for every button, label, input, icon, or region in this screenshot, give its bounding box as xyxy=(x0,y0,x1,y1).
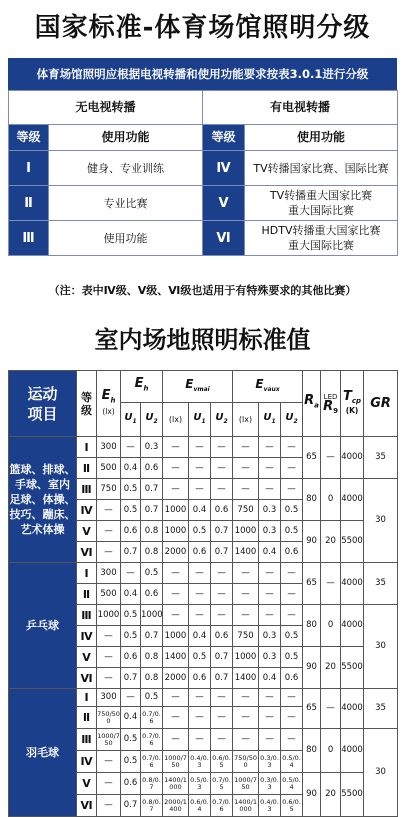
value-cell: 0.5 xyxy=(281,626,303,647)
value-cell: — xyxy=(121,437,141,458)
value-cell: 1400/1000 xyxy=(233,795,259,817)
value-cell: 500 xyxy=(97,584,121,605)
value-cell: 0.3 xyxy=(259,626,281,647)
value-cell: — xyxy=(281,437,303,458)
grade-cell: Ⅴ xyxy=(77,521,97,542)
value-cell: 0.4 xyxy=(121,707,141,729)
value-cell: — xyxy=(121,563,141,584)
value-cell: 0.5/0.4 xyxy=(281,751,303,773)
ra-cell: 80 xyxy=(303,479,321,521)
gr-cell: 35 xyxy=(364,689,398,729)
value-cell: 0.5 xyxy=(189,647,211,668)
u2-header: $U_2$ xyxy=(141,403,163,437)
evmai-header: $E_{vmai}$ xyxy=(163,371,233,403)
u2-header: $U_2$ xyxy=(281,403,303,437)
ra-cell: 65 xyxy=(303,437,321,479)
table-row xyxy=(9,437,398,458)
value-cell: 0.3/0.3 xyxy=(259,773,281,795)
u1-header: $U_1$ xyxy=(121,403,141,437)
table-row xyxy=(9,689,398,707)
value-cell: 750/500 xyxy=(233,751,259,773)
r9-cell: 20 xyxy=(321,521,341,563)
ra-cell: 90 xyxy=(303,521,321,563)
value-cell: 0.3 xyxy=(259,521,281,542)
value-cell: 0.6 xyxy=(189,542,211,563)
value-cell: 0.5 xyxy=(121,626,141,647)
value-cell: 0.5 xyxy=(281,521,303,542)
value-cell: 2000 xyxy=(163,668,189,689)
value-cell: 0.3/0.3 xyxy=(259,751,281,773)
r9-cell: 20 xyxy=(321,773,341,817)
value-cell: — xyxy=(211,605,233,626)
value-cell: 0.7 xyxy=(141,500,163,521)
value-cell: 0.4 xyxy=(121,458,141,479)
value-cell: 1000 xyxy=(97,605,121,626)
value-cell: 0.7 xyxy=(141,626,163,647)
tcp-cell: 4000 xyxy=(341,729,364,773)
value-cell: 0.5 xyxy=(281,647,303,668)
value-cell: 0.6 xyxy=(281,668,303,689)
value-cell: 0.7/0.6 xyxy=(141,751,163,773)
value-cell: — xyxy=(189,729,211,751)
value-cell: 300 xyxy=(97,563,121,584)
evmai-lx-header: (lx) xyxy=(163,403,189,437)
value-cell: — xyxy=(163,479,189,500)
value-cell: 0.5 xyxy=(121,500,141,521)
ra-cell: 80 xyxy=(303,729,321,773)
value-cell: — xyxy=(233,563,259,584)
value-cell: 0.4 xyxy=(259,542,281,563)
value-cell: 0.3 xyxy=(141,437,163,458)
value-cell: — xyxy=(259,605,281,626)
value-cell: 0.7/0.5 xyxy=(211,773,233,795)
value-cell: 0.4 xyxy=(189,500,211,521)
ra-cell: 90 xyxy=(303,773,321,817)
value-cell: 0.7/0.6 xyxy=(141,707,163,729)
value-cell: 1400 xyxy=(233,542,259,563)
value-cell: — xyxy=(281,563,303,584)
grade-cell: Ⅰ xyxy=(77,563,97,584)
value-cell: 750 xyxy=(233,626,259,647)
value-cell: — xyxy=(163,584,189,605)
value-cell: — xyxy=(211,584,233,605)
value-cell: — xyxy=(259,479,281,500)
function-cell: HDTV转播重大国家比赛 重大国际比赛 xyxy=(245,221,398,256)
ra-header: $R_a$ xyxy=(303,371,321,437)
value-cell: 0.7 xyxy=(211,647,233,668)
value-cell: 0.6 xyxy=(121,521,141,542)
value-cell: 0.5/0.3 xyxy=(189,773,211,795)
value-cell: 0.6/0.4 xyxy=(189,795,211,817)
grade-cell: Ⅵ xyxy=(77,542,97,563)
value-cell: — xyxy=(259,707,281,729)
eh-header: $E_h$ (lx) xyxy=(97,371,121,437)
table-note: （注：表中Ⅳ级、Ⅴ级、Ⅵ级也适用于有特殊要求的其他比赛） xyxy=(48,284,357,297)
tcp-cell: 4000 xyxy=(341,437,364,479)
value-cell: — xyxy=(259,563,281,584)
value-cell: — xyxy=(97,500,121,521)
section-title: 室内场地照明标准值 xyxy=(94,326,311,354)
value-cell: — xyxy=(163,458,189,479)
value-cell: — xyxy=(97,542,121,563)
grade-header: 等 级 xyxy=(77,371,97,437)
value-cell: 1400 xyxy=(233,668,259,689)
grade-cell: Ⅱ xyxy=(9,186,49,221)
value-cell: 0.5 xyxy=(121,729,141,751)
gr-cell: 30 xyxy=(364,479,398,563)
value-cell: 1400/1000 xyxy=(163,773,189,795)
value-cell: — xyxy=(189,584,211,605)
value-cell: — xyxy=(189,458,211,479)
value-cell: 0.5 xyxy=(121,605,141,626)
evaux-lx-header: (lx) xyxy=(233,403,259,437)
value-cell: — xyxy=(233,729,259,751)
value-cell: 0.7/0.6 xyxy=(211,795,233,817)
value-cell: — xyxy=(281,729,303,751)
grade-cell: Ⅲ xyxy=(77,729,97,751)
tcp-cell: 5500 xyxy=(341,773,364,817)
value-cell: 0.6 xyxy=(211,626,233,647)
value-cell: — xyxy=(189,689,211,707)
value-cell: 0.6 xyxy=(121,647,141,668)
function-cell: TV转播国家比赛、国际比赛 xyxy=(245,151,398,186)
value-cell: — xyxy=(189,437,211,458)
value-cell: — xyxy=(233,605,259,626)
function-cell: 使用功能 xyxy=(49,221,203,256)
u1-header: $U_1$ xyxy=(259,403,281,437)
grade-cell: Ⅳ xyxy=(77,751,97,773)
r9-cell: 20 xyxy=(321,647,341,689)
value-cell: — xyxy=(121,689,141,707)
u1-header: $U_1$ xyxy=(189,403,211,437)
value-cell: — xyxy=(233,479,259,500)
led-r9-header: LED $R_9$ xyxy=(321,371,341,437)
eh-uniformity-header: $E_h$ xyxy=(121,371,163,403)
value-cell: 0.4 xyxy=(259,668,281,689)
u2-header: $U_2$ xyxy=(211,403,233,437)
value-cell: 1000 xyxy=(163,500,189,521)
value-cell: — xyxy=(97,795,121,817)
value-cell: — xyxy=(233,458,259,479)
value-cell: 0.6 xyxy=(141,584,163,605)
r9-cell: 0 xyxy=(321,605,341,647)
grade-cell: Ⅴ xyxy=(77,773,97,795)
value-cell: — xyxy=(163,563,189,584)
function-col-header: 使用功能 xyxy=(49,125,203,151)
ra-cell: 80 xyxy=(303,605,321,647)
value-cell: 0.6 xyxy=(211,500,233,521)
value-cell: 1000/750 xyxy=(163,751,189,773)
value-cell: — xyxy=(163,729,189,751)
value-cell: — xyxy=(233,584,259,605)
grade-cell: Ⅳ xyxy=(77,626,97,647)
function-cell: 健身、专业训练 xyxy=(49,151,203,186)
grading-table xyxy=(8,90,398,256)
grade-col-header: 等级 xyxy=(203,125,245,151)
grade-cell: Ⅵ xyxy=(77,795,97,817)
grade-col-header: 等级 xyxy=(9,125,49,151)
value-cell: 0.4/0.3 xyxy=(259,795,281,817)
gr-header: GR xyxy=(364,371,398,437)
value-cell: 0.8 xyxy=(141,668,163,689)
grading-banner: 体育场馆照明应根据电视转播和使用功能要求按表3.0.1进行分级 xyxy=(8,58,397,90)
value-cell: 0.5 xyxy=(189,521,211,542)
value-cell: 1000 xyxy=(141,605,163,626)
grade-cell: Ⅳ xyxy=(77,500,97,521)
value-cell: 1000 xyxy=(163,626,189,647)
value-cell: 0.6/0.5 xyxy=(211,751,233,773)
r9-cell: — xyxy=(321,689,341,729)
gr-cell: 30 xyxy=(364,729,398,817)
value-cell: 0.7 xyxy=(121,542,141,563)
tcp-cell: 4000 xyxy=(341,479,364,521)
value-cell: 0.6 xyxy=(189,668,211,689)
value-cell: 1000 xyxy=(163,521,189,542)
indoor-lighting-standards-table xyxy=(8,370,398,817)
grade-cell: Ⅴ xyxy=(203,186,245,221)
value-cell: — xyxy=(189,479,211,500)
function-cell: 专业比赛 xyxy=(49,186,203,221)
grade-cell: Ⅴ xyxy=(77,647,97,668)
value-cell: 0.7 xyxy=(211,521,233,542)
value-cell: 1000/750 xyxy=(97,729,121,751)
value-cell: 0.8 xyxy=(141,521,163,542)
value-cell: 0.4 xyxy=(189,626,211,647)
value-cell: — xyxy=(211,479,233,500)
value-cell: 500 xyxy=(97,458,121,479)
grade-cell: Ⅰ xyxy=(9,151,49,186)
value-cell: — xyxy=(281,458,303,479)
value-cell: — xyxy=(97,751,121,773)
grade-cell: Ⅲ xyxy=(77,605,97,626)
value-cell: — xyxy=(233,689,259,707)
ra-cell: 90 xyxy=(303,647,321,689)
r9-cell: 0 xyxy=(321,729,341,773)
value-cell: 0.5 xyxy=(141,563,163,584)
grade-cell: Ⅱ xyxy=(77,707,97,729)
value-cell: — xyxy=(211,707,233,729)
evaux-header: $E_{vaux}$ xyxy=(233,371,303,403)
gr-cell: 35 xyxy=(364,437,398,479)
grade-cell: Ⅲ xyxy=(77,479,97,500)
value-cell: — xyxy=(189,605,211,626)
ra-cell: 65 xyxy=(303,563,321,605)
function-cell: TV转播重大国家比赛 重大国际比赛 xyxy=(245,186,398,221)
tcp-cell: 5500 xyxy=(341,647,364,689)
value-cell: — xyxy=(189,707,211,729)
value-cell: 0.5 xyxy=(141,689,163,707)
value-cell: — xyxy=(97,773,121,795)
grade-cell: Ⅱ xyxy=(77,458,97,479)
tcp-cell: 5500 xyxy=(341,521,364,563)
table-row xyxy=(9,563,398,584)
value-cell: — xyxy=(211,563,233,584)
value-cell: — xyxy=(211,437,233,458)
no-tv-header: 无电视转播 xyxy=(9,91,203,125)
value-cell: — xyxy=(259,584,281,605)
value-cell: 0.3 xyxy=(259,500,281,521)
sport-name-cell: 乒乓球 xyxy=(9,563,77,689)
value-cell: 0.8 xyxy=(141,647,163,668)
gr-cell: 35 xyxy=(364,563,398,605)
sport-header: 运动 项目 xyxy=(9,371,77,437)
value-cell: 0.4/0.3 xyxy=(189,751,211,773)
value-cell: 0.5 xyxy=(281,500,303,521)
tcp-cell: 4000 xyxy=(341,563,364,605)
value-cell: 0.5 xyxy=(121,479,141,500)
value-cell: 750 xyxy=(233,500,259,521)
value-cell: 0.7 xyxy=(141,479,163,500)
value-cell: 0.5 xyxy=(121,751,141,773)
r9-cell: — xyxy=(321,437,341,479)
tcp-cell: 4000 xyxy=(341,689,364,729)
value-cell: 750/500 xyxy=(97,707,121,729)
with-tv-header: 有电视转播 xyxy=(203,91,398,125)
sport-name-cell: 羽毛球 xyxy=(9,689,77,817)
function-col-header: 使用功能 xyxy=(245,125,398,151)
value-cell: 0.7 xyxy=(211,542,233,563)
tcp-cell: 4000 xyxy=(341,605,364,647)
value-cell: 1000/750 xyxy=(233,773,259,795)
sport-name-cell: 篮球、排球、 手球、室内 足球、体操、 技巧、蹦床、 艺术体操 xyxy=(9,437,77,563)
value-cell: — xyxy=(233,437,259,458)
value-cell: — xyxy=(163,605,189,626)
value-cell: 0.6 xyxy=(281,542,303,563)
grade-cell: Ⅲ xyxy=(9,221,49,256)
value-cell: — xyxy=(259,689,281,707)
value-cell: — xyxy=(163,707,189,729)
grade-cell: Ⅵ xyxy=(77,668,97,689)
value-cell: — xyxy=(259,437,281,458)
value-cell: 2000 xyxy=(163,542,189,563)
value-cell: — xyxy=(281,689,303,707)
value-cell: 300 xyxy=(97,437,121,458)
value-cell: 0.5/0.4 xyxy=(281,773,303,795)
gr-cell: 30 xyxy=(364,605,398,689)
value-cell: — xyxy=(233,707,259,729)
value-cell: 0.6/0.5 xyxy=(281,795,303,817)
value-cell: 1000 xyxy=(233,521,259,542)
r9-cell: 0 xyxy=(321,479,341,521)
value-cell: — xyxy=(97,647,121,668)
grade-cell: Ⅱ xyxy=(77,584,97,605)
value-cell: 0.4 xyxy=(121,584,141,605)
value-cell: 1000 xyxy=(233,647,259,668)
value-cell: — xyxy=(163,689,189,707)
value-cell: 750 xyxy=(97,479,121,500)
page-title: 国家标准-体育场馆照明分级 xyxy=(34,13,371,43)
value-cell: — xyxy=(97,521,121,542)
value-cell: 0.6 xyxy=(121,773,141,795)
value-cell: — xyxy=(281,584,303,605)
value-cell: 300 xyxy=(97,689,121,707)
grade-cell: Ⅵ xyxy=(203,221,245,256)
value-cell: 2000/1400 xyxy=(163,795,189,817)
grade-cell: Ⅳ xyxy=(203,151,245,186)
value-cell: 0.7/0.6 xyxy=(141,729,163,751)
value-cell: — xyxy=(211,689,233,707)
value-cell: — xyxy=(211,458,233,479)
grade-cell: Ⅰ xyxy=(77,437,97,458)
value-cell: — xyxy=(97,626,121,647)
value-cell: — xyxy=(163,437,189,458)
value-cell: — xyxy=(259,458,281,479)
grade-cell: Ⅰ xyxy=(77,689,97,707)
value-cell: 0.3 xyxy=(259,647,281,668)
value-cell: 1400 xyxy=(163,647,189,668)
value-cell: 0.7 xyxy=(121,668,141,689)
value-cell: — xyxy=(97,668,121,689)
r9-cell: — xyxy=(321,563,341,605)
tcp-header: $T_{cp}$ (K) xyxy=(341,371,364,437)
value-cell: 0.6 xyxy=(141,458,163,479)
value-cell: 0.7 xyxy=(211,668,233,689)
value-cell: 0.8/0.7 xyxy=(141,795,163,817)
value-cell: — xyxy=(281,707,303,729)
value-cell: — xyxy=(189,563,211,584)
value-cell: 0.7 xyxy=(121,795,141,817)
value-cell: — xyxy=(281,479,303,500)
value-cell: — xyxy=(281,605,303,626)
value-cell: — xyxy=(259,729,281,751)
value-cell: 0.8 xyxy=(141,542,163,563)
ra-cell: 65 xyxy=(303,689,321,729)
value-cell: 0.8/0.7 xyxy=(141,773,163,795)
value-cell: — xyxy=(211,729,233,751)
